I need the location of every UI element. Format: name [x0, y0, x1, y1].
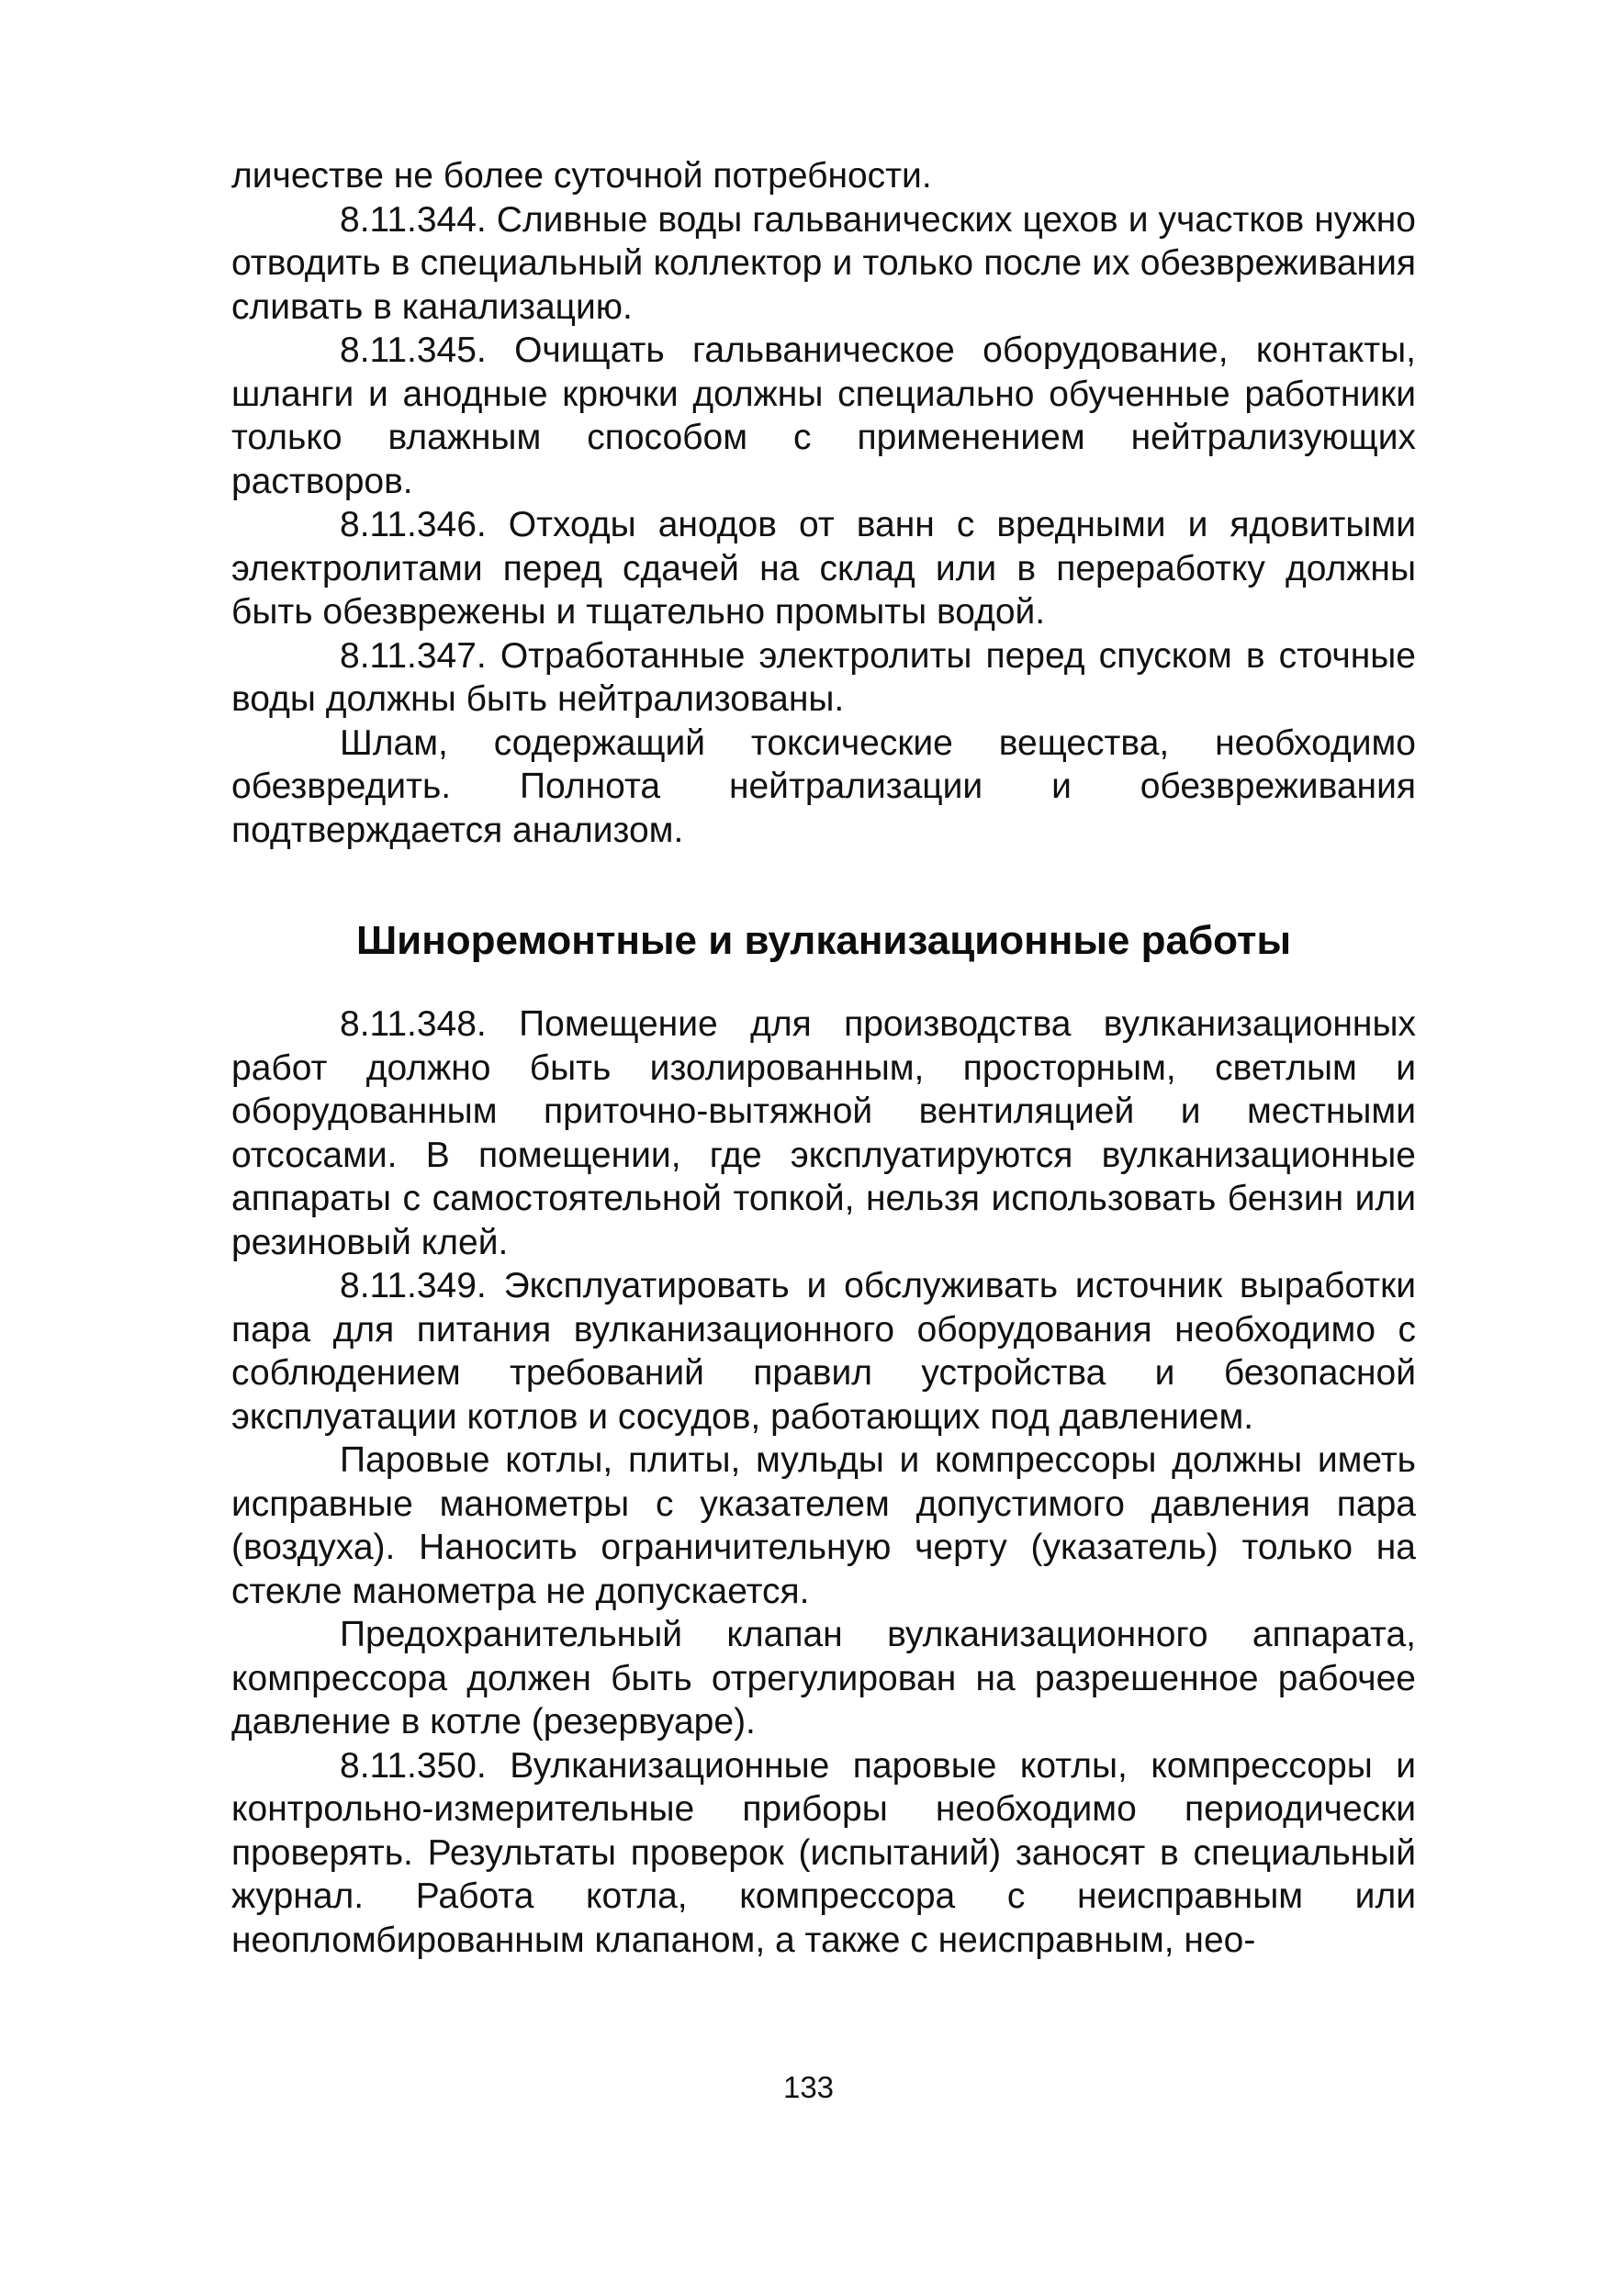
- paragraph-safety-valve: Предохранительный клапан вулканизационного аппарата, компрессора должен быть отрегулирован на разрешенное рабочее давление в котле (резервуаре).: [231, 1615, 1416, 1742]
- paragraph-sludge: Шлам, содержащий токсические вещества, необходимо обезвредить. Полнота нейтрализации и обезвреживания подтверждается анализом.: [231, 722, 1416, 850]
- section-heading: Шиноремонтные и вулканизационные работы: [355, 918, 1292, 963]
- paragraph-8-11-347: 8.11.347. Отработанные электролиты перед спуском в сточные воды должны быть нейтрализованы.: [231, 635, 1416, 719]
- paragraph-continuation: личестве не более суточной потребности.: [231, 156, 932, 196]
- paragraph-8-11-345: 8.11.345. Очищать гальваническое оборудование, контакты, шланги и анодные крючки должны специально обученные работники только влажным способом с применением нейтрализующих растворов.: [231, 330, 1416, 501]
- page-number: 133: [782, 2070, 835, 2104]
- paragraph-8-11-348: 8.11.348. Помещение для производства вулканизационных работ должно быть изолированным, просторным, светлым и оборудованным приточно-вытяжной вентиляцией и местными отсосами. В помещении, где эксплуатируются вулканизационные аппараты с самостоятельной топкой, нельзя использовать бензин или резиновый клей.: [231, 1004, 1416, 1262]
- text-block-bottom: [231, 1002, 1416, 1962]
- paragraph-8-11-350: 8.11.350. Вулканизационные паровые котлы, компрессоры и контрольно-измерительные приборы необходимо периодически проверять. Результаты проверок (испытаний) заносят в специальный журнал. Работа котла, компрессора с неисправным или неопломбированным клапаном, а также с неисправным, нео-: [231, 1745, 1416, 1960]
- paragraph-8-11-346: 8.11.346. Отходы анодов от ванн с вредными и ядовитыми электролитами перед сдачей на склад или в переработку должны быть обезврежены и тщательно промыты водой.: [231, 505, 1416, 632]
- text-block-top: [231, 154, 1416, 852]
- paragraph-8-11-344: 8.11.344. Сливные воды гальванических цехов и участков нужно отводить в специальный коллектор и только после их обезвреживания сливать в канализацию.: [231, 199, 1416, 327]
- paragraph-8-11-349: 8.11.349. Эксплуатировать и обслуживать источник выработки пара для питания вулканизационного оборудования необходимо с соблюдением требований правил устройства и безопасной эксплуатации котлов и сосудов, работающих под давлением.: [231, 1266, 1416, 1437]
- paragraph-manometers: Паровые котлы, плиты, мульды и компрессоры должны иметь исправные манометры с указателем допустимого давления пара (воздуха). Наносить ограничительную черту (указатель) только на стекле манометра не допускается.: [231, 1440, 1416, 1611]
